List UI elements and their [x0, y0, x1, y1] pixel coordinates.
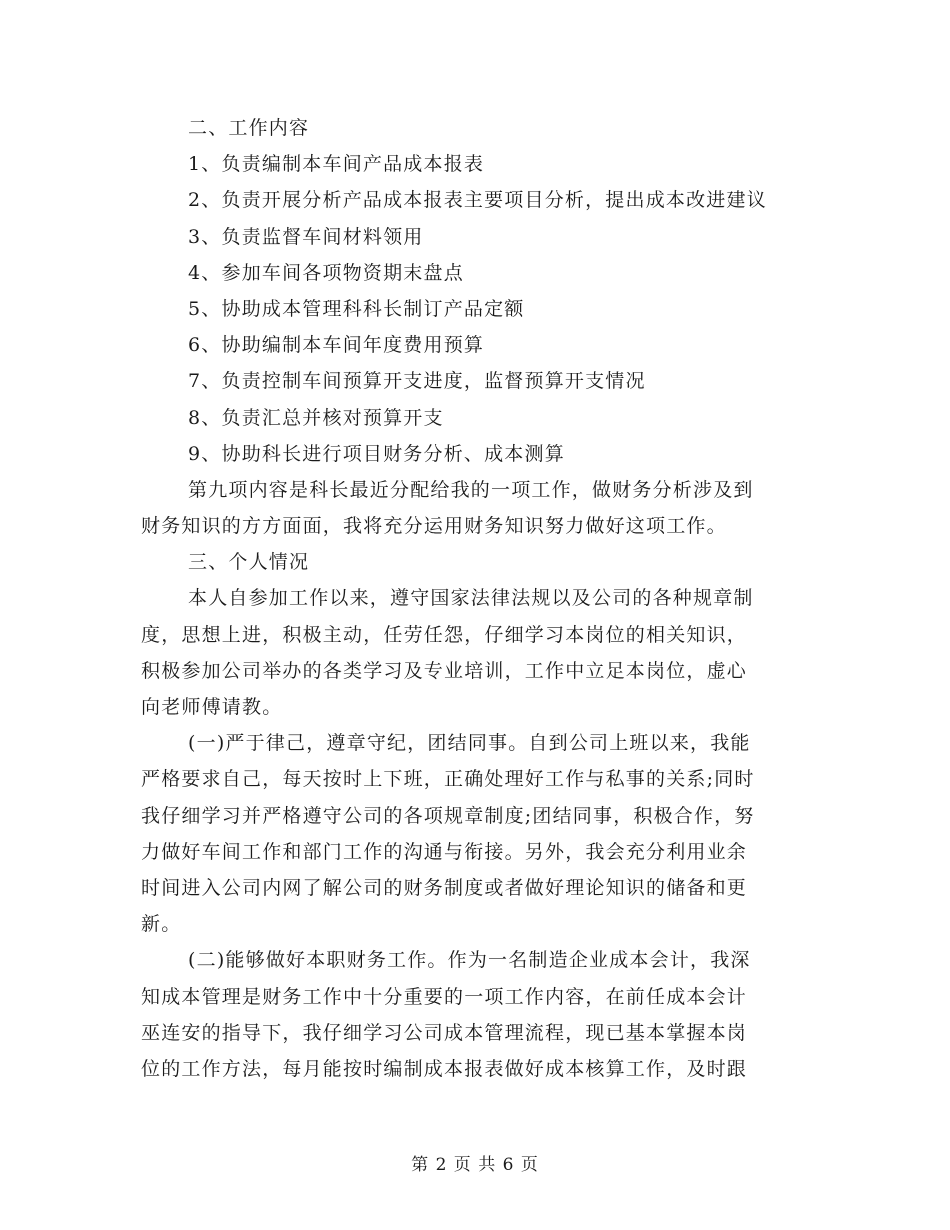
text-line: 2、负责开展分析产品成本报表主要项目分析，提出成本改进建议 [188, 189, 767, 212]
text-line: 财务知识的方方面面，我将充分运用财务知识努力做好这项工作。 [141, 515, 727, 538]
text-line: 8、负责汇总并核对预算开支 [188, 406, 444, 429]
page-footer: 第 2 页 共 6 页 [411, 1155, 539, 1175]
text-line: 向老师傅请教。 [141, 696, 283, 718]
text-line: 严格要求自己，每天按时上下班，正确处理好工作与私事的关系;同时 [141, 768, 755, 791]
text-line: 本人自参加工作以来，遵守国家法律法规以及公司的各种规章制 [188, 587, 754, 610]
text-line: (二)能够做好本职财务工作。作为一名制造企业成本会计，我深 [188, 949, 751, 972]
text-line: 新。 [141, 913, 182, 936]
text-line: 时间进入公司内网了解公司的财务制度或者做好理论知识的储备和更 [141, 876, 748, 899]
text-line: 我仔细学习并严格遵守公司的各项规章制度;团结同事，积极合作，努 [141, 804, 755, 827]
text-line: 第九项内容是科长最近分配给我的一项工作，做财务分析涉及到 [188, 478, 754, 501]
text-line: 巫连安的指导下，我仔细学习公司成本管理流程，现已基本掌握本岗 [141, 1021, 748, 1044]
text-line: 9、协助科长进行项目财务分析、成本测算 [188, 442, 565, 465]
text-line: 5、协助成本管理科科长制订产品定额 [188, 297, 525, 320]
text-line: 6、协助编制本车间年度费用预算 [188, 334, 485, 357]
text-line: 二、工作内容 [188, 117, 310, 139]
text-line: 7、负责控制车间预算开支进度，监督预算开支情况 [188, 370, 646, 393]
text-line: 三、个人情况 [188, 551, 310, 574]
text-line: 4、参加车间各项物资期末盘点 [188, 261, 464, 284]
text-line: 力做好车间工作和部门工作的沟通与衔接。另外，我会充分利用业余 [141, 840, 748, 863]
text-line: 知成本管理是财务工作中十分重要的一项工作内容，在前任成本会计 [141, 985, 748, 1008]
text-line: (一)严于律己，遵章守纪，团结同事。自到公司上班以来，我能 [188, 732, 751, 755]
text-line: 积极参加公司举办的各类学习及专业培训，工作中立足本岗位，虚心 [141, 659, 748, 682]
text-line: 位的工作方法，每月能按时编制成本报表做好成本核算工作，及时跟 [141, 1057, 748, 1080]
document-body [141, 110, 809, 1087]
text-line: 1、负责编制本车间产品成本报表 [188, 153, 485, 176]
text-line: 3、负责监督车间材料领用 [188, 225, 424, 248]
text-line: 度，思想上进，积极主动，任劳任怨，仔细学习本岗位的相关知识， [141, 623, 748, 646]
